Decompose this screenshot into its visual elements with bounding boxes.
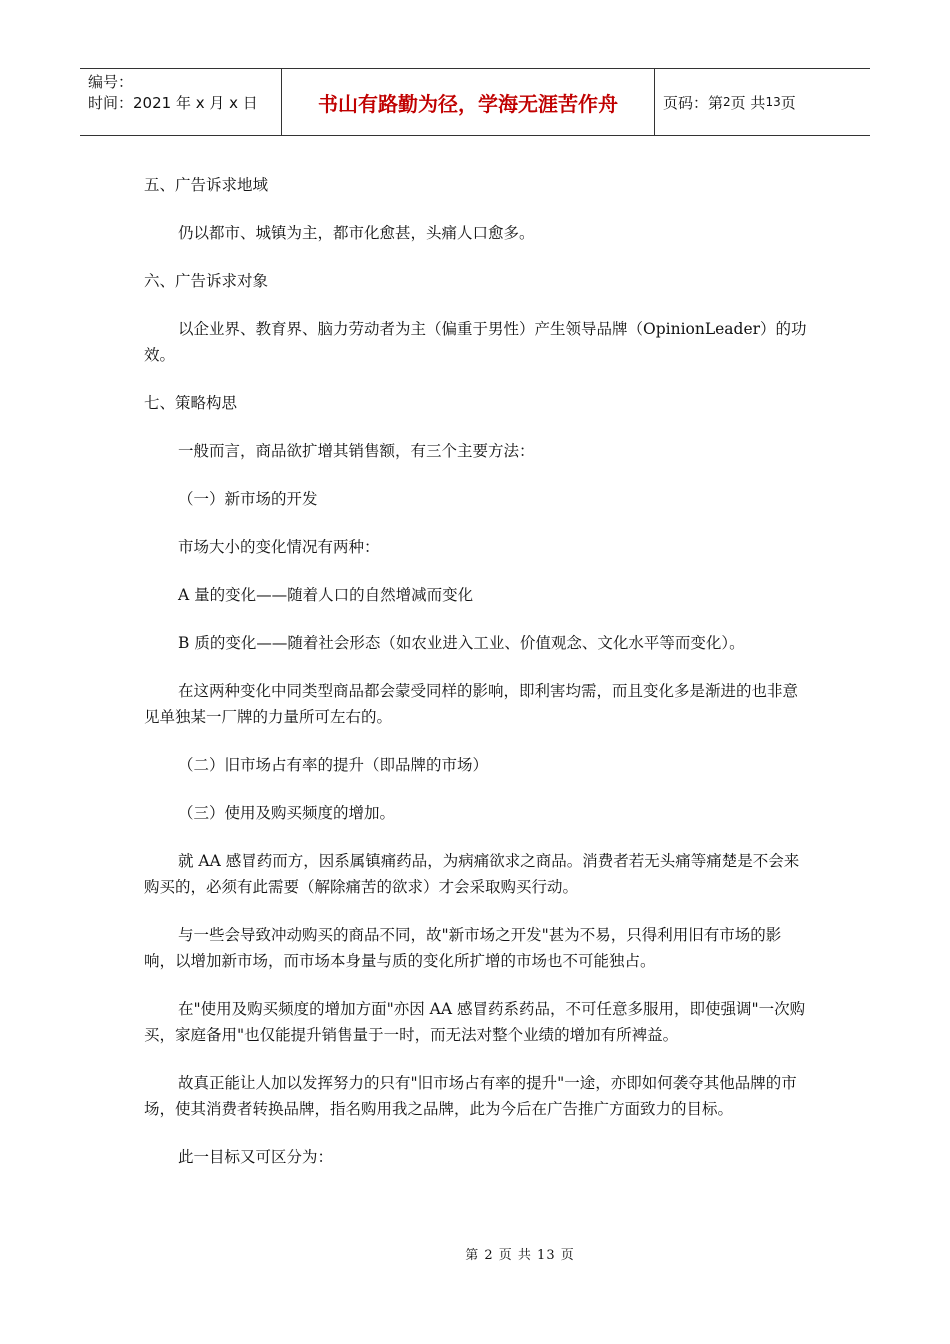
section-heading-6: 六、广告诉求对象 [144, 272, 269, 290]
header-meta [80, 69, 282, 135]
paragraph: 市场大小的变化情况有两种： [178, 538, 380, 556]
document-body [144, 172, 810, 1192]
paragraph: 一般而言，商品欲扩增其销售额，有三个主要方法： [178, 442, 535, 460]
subheading-1: （一）新市场的开发 [178, 490, 318, 508]
paragraph: 此一目标又可区分为： [178, 1148, 334, 1166]
subheading-3: （三）使用及购买频度的增加。 [178, 804, 396, 822]
paragraph: 仍以都市、城镇为主，都市化愈甚，头痛人口愈多。 [178, 224, 535, 242]
header-page-number [655, 69, 870, 135]
time-label: 时间：2021 年 x 月 x 日 [88, 94, 258, 112]
paragraph: 与一些会导致冲动购买的商品不同，故"新市场之开发"甚为不易，只得利用旧有市场的影响，以增加新市场，而市场本身量与质的变化所扩增的市场也不可能独占。 [144, 926, 782, 970]
paragraph: 在"使用及购买频度的增加方面"亦因 AA 感冒药系药品，不可任意多服用，即使强调"一次购买，家庭备用"也仅能提升销售量于一时，而无法对整个业绩的增加有所裨益。 [144, 1000, 806, 1044]
page-prefix: 页码：第 [663, 93, 724, 112]
section-heading-7: 七、策略构思 [144, 394, 238, 412]
page-footer: 第 2 页 共 13 页 [465, 1248, 575, 1263]
page-suffix: 页 [780, 93, 796, 112]
code-label: 编号： [88, 73, 134, 91]
paragraph: 故真正能让人加以发挥努力的只有"旧市场占有率的提升"一途，亦即如何袭夺其他品牌的市场，使其消费者转换品牌，指名购用我之品牌，此为今后在广告推广方面致力的目标。 [144, 1074, 797, 1118]
list-item-b: B 质的变化——随着社会形态（如农业进入工业、价值观念、文化水平等而变化）。 [178, 634, 745, 652]
paragraph: 就 AA 感冒药而方，因系属镇痛药品，为病痛欲求之商品。消费者若无头痛等痛楚是不会来购买的，必须有此需要（解除痛苦的欲求）才会采取购买行动。 [144, 852, 800, 896]
page-mid: 页 共 [730, 93, 766, 112]
subheading-2: （二）旧市场占有率的提升（即品牌的市场） [178, 756, 489, 774]
paragraph: 以企业界、教育界、脑力劳动者为主（偏重于男性）产生领导品牌（OpinionLeader）的功效。 [144, 320, 807, 364]
page-header [80, 68, 870, 136]
header-motto: 书山有路勤为径，学海无涯苦作舟 [282, 69, 655, 135]
list-item-a: A 量的变化——随着人口的自然增减而变化 [178, 586, 474, 604]
page-current: 2 [723, 95, 731, 109]
section-heading-5: 五、广告诉求地域 [144, 176, 269, 194]
page-total: 13 [765, 95, 781, 109]
paragraph: 在这两种变化中同类型商品都会蒙受同样的影响，即利害均需，而且变化多是渐进的也非意见单独某一厂牌的力量所可左右的。 [144, 682, 799, 726]
